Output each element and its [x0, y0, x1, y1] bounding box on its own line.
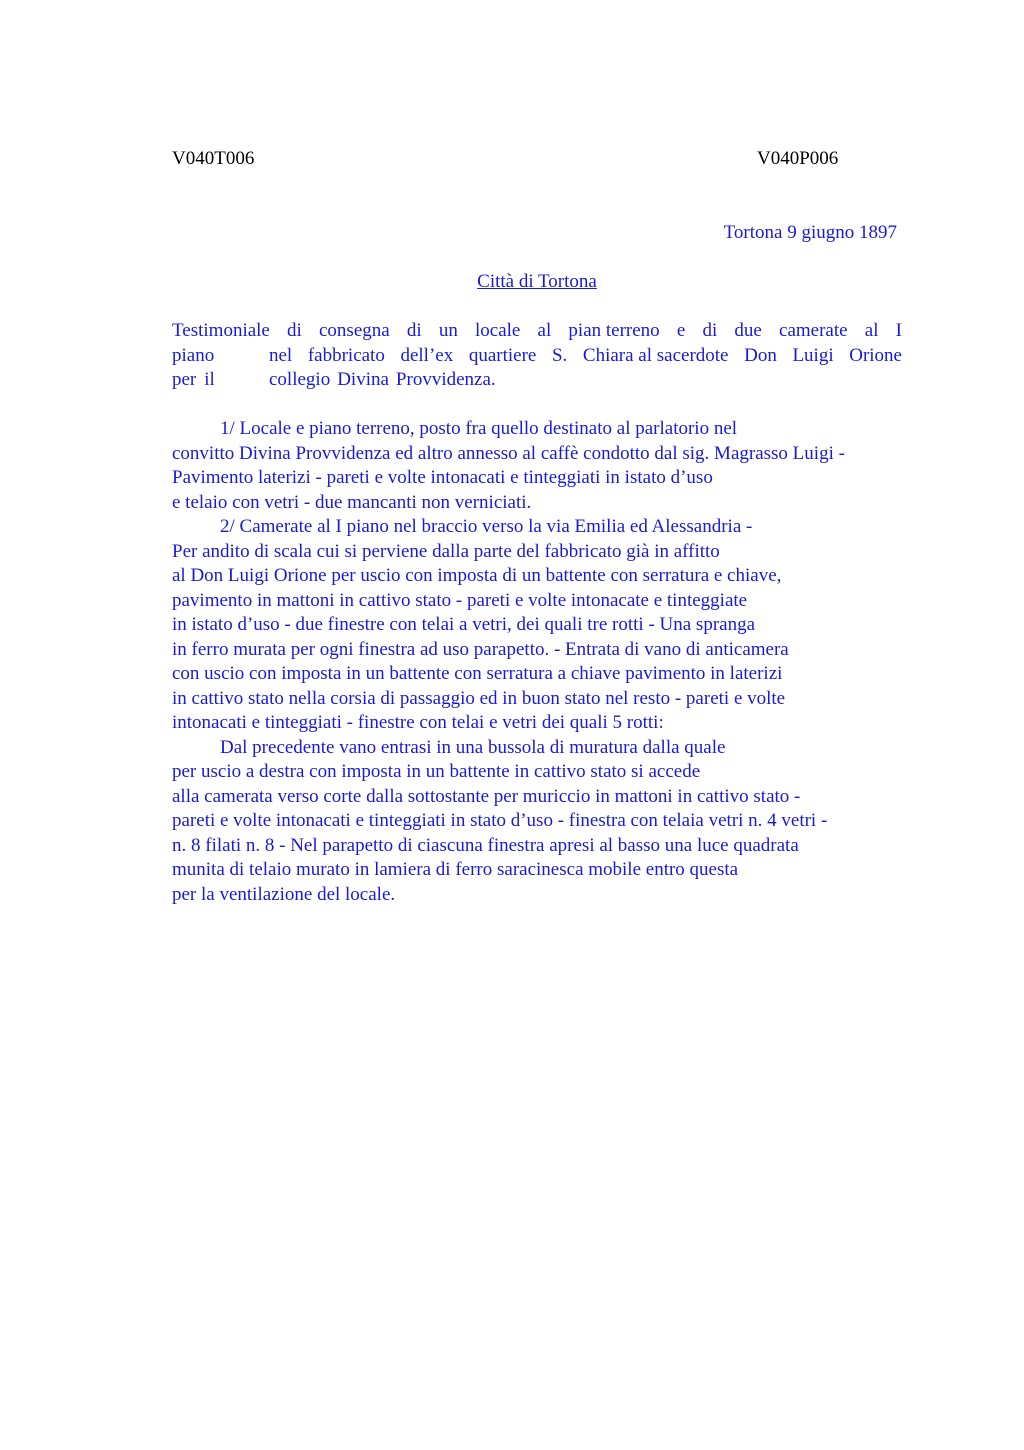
body-line: in cattivo stato nella corsia di passaggio ed in buon stato nel resto - pareti e volte — [172, 687, 786, 709]
subject-word: Chiara al sacerdote — [582, 344, 729, 366]
subject-word: dell’ex — [400, 344, 454, 366]
subject-word: di — [406, 320, 422, 341]
body-line: intonacati e tinteggiati - finestre con telai e vetri dei quali 5 rotti: — [172, 712, 664, 733]
subject-word: per — [172, 369, 197, 390]
body-paragraphs — [172, 417, 912, 907]
subject-word: il — [204, 369, 215, 390]
subject-line-3 — [172, 368, 902, 393]
body-line: per uscio a destra con imposta in un battente in cattivo stato si accede — [172, 761, 701, 782]
subject-column-right — [269, 344, 902, 369]
subject-word: S. — [551, 344, 568, 366]
body-line: in ferro murata per ogni finestra ad uso parapetto. - Entrata di vano di anticamera — [172, 638, 789, 660]
subject-word: al — [537, 320, 552, 341]
subject-word: e — [676, 320, 686, 341]
subject-word: consegna — [319, 320, 390, 341]
document-reference-left: V040T006 — [172, 148, 255, 169]
body-line: alla camerata verso corte dalla sottostante per muriccio in mattoni in cattivo stato - — [172, 785, 801, 807]
subject-word: Luigi — [792, 344, 834, 366]
body-line: 1/ Locale e piano terreno, posto fra quello destinato al parlatorio nel — [220, 418, 738, 439]
document-reference-right: V040P006 — [757, 148, 839, 169]
subject-word: Provvidenza. — [395, 369, 496, 390]
subject-word: camerate — [779, 320, 848, 341]
subject-word: collegio — [269, 369, 331, 390]
subject-word: pian terreno — [568, 320, 660, 341]
body-line: al Don Luigi Orione per uscio con imposta di un battente con serratura e chiave, — [172, 565, 782, 586]
subject-word: di — [702, 320, 718, 341]
body-line: munita di telaio murato in lamiera di ferro saracinesca mobile entro questa — [172, 859, 739, 880]
subject-paragraph — [172, 319, 902, 393]
subject-word: due — [734, 320, 762, 341]
subject-word: Don — [744, 344, 777, 366]
body-line: n. 8 filati n. 8 - Nel parapetto di ciascuna finestra apresi al basso una luce quadrata — [172, 834, 799, 856]
subject-word: fabbricato — [307, 344, 385, 366]
document-title: Città di Tortona — [477, 271, 597, 292]
body-line: e telaio con vetri - due mancanti non verniciati. — [172, 491, 532, 513]
subject-word: I — [895, 320, 902, 341]
subject-word: nel — [269, 344, 293, 366]
subject-column-right — [269, 368, 902, 393]
body-line: per la ventilazione del locale. — [172, 883, 396, 905]
subject-line-1 — [172, 319, 902, 344]
subject-word: locale — [475, 320, 521, 341]
body-line: pavimento in mattoni in cattivo stato - pareti e volte intonacate e tinteggiate — [172, 589, 748, 611]
subject-word: piano — [172, 344, 215, 366]
subject-column-left — [172, 368, 269, 393]
body-line: Pavimento laterizi - pareti e volte intonacati e tinteggiati in istato d’uso — [172, 467, 713, 488]
subject-word: Divina — [337, 369, 389, 390]
body-line: pareti e volte intonacati e tinteggiati in stato d’uso - finestra con telaia vetri n. 4 vetri - — [172, 810, 828, 831]
subject-word: un — [438, 320, 458, 341]
body-line: con uscio con imposta in un battente con serratura a chiave pavimento in laterizi — [172, 663, 783, 684]
body-line: 2/ Camerate al I piano nel braccio verso la via Emilia ed Alessandria - — [220, 516, 753, 537]
subject-word: quartiere — [468, 344, 537, 366]
body-line: Per andito di scala cui si perviene dalla parte del fabbricato già in affitto — [172, 540, 720, 562]
body-line: Dal precedente vano entrasi in una bussola di muratura dalla quale — [220, 736, 726, 758]
body-line: in istato d’uso - due finestre con telai a vetri, dei quali tre rotti - Una spranga — [172, 614, 756, 635]
subject-line-2 — [172, 344, 902, 369]
letter-date: Tortona 9 giugno 1897 — [723, 222, 897, 243]
body-line: convitto Divina Provvidenza ed altro annesso al caffè condotto dal sig. Magrasso Luigi - — [172, 442, 845, 464]
subject-word: Orione — [849, 344, 902, 366]
subject-word: di — [287, 320, 302, 341]
subject-column-left — [172, 344, 269, 369]
subject-word: al — [864, 320, 879, 341]
subject-word: Testimoniale — [172, 320, 270, 341]
